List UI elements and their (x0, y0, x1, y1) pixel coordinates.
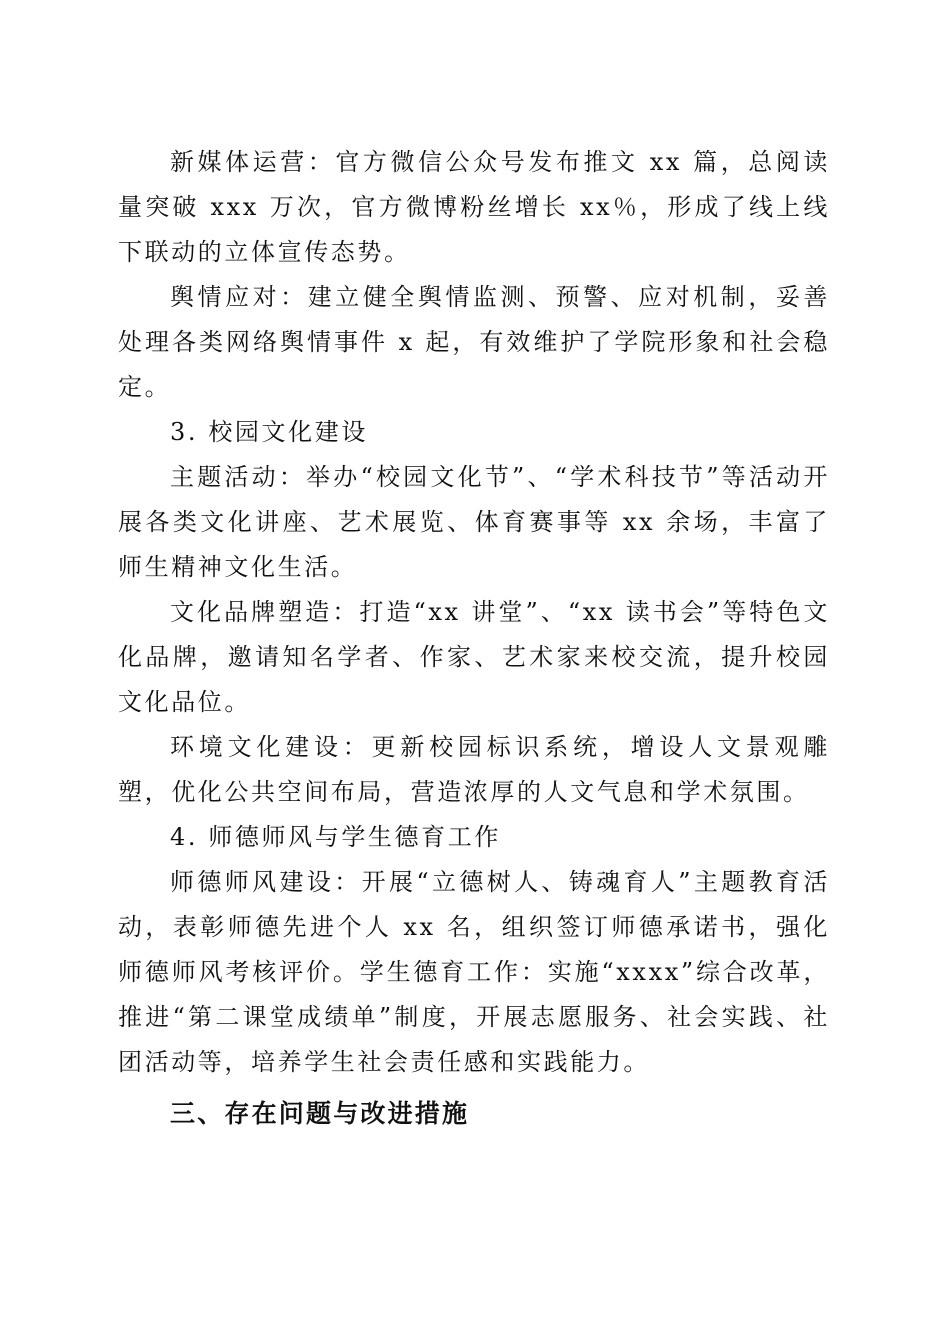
paragraph-teacher-ethics: 师德师风建设：开展“立德树人、铸魂育人”主题教育活动，表彰师德先进个人 xx 名，组织签订师德承诺书，强化师德师风考核评价。学生德育工作：实施“xxxx”综合改革，推进“第二课堂成绩单”制度，开展志愿服务、社会实践、社团活动等，培养学生社会责任感和实践能力。 (118, 868, 830, 1076)
paragraph-theme-activities: 主题活动：举办“校园文化节”、“学术科技节”等活动开展各类文化讲座、艺术展览、体育赛事等 xx 余场，丰富了师生精神文化生活。 (118, 463, 830, 581)
paragraph-public-opinion: 舆情应对：建立健全舆情监测、预警、应对机制，妥善处理各类网络舆情事件 x 起，有效维护了学院形象和社会稳定。 (118, 283, 830, 401)
subheading-teacher-ethics: 4. 师德师风与学生德育工作 (170, 823, 501, 851)
subheading-campus-culture: 3. 校园文化建设 (170, 418, 368, 446)
paragraph-culture-brand: 文化品牌塑造：打造“xx 讲堂”、“xx 读书会”等特色文化品牌，邀请知名学者、作家、艺术家来校交流，提升校园文化品位。 (118, 598, 830, 716)
document-body (118, 140, 830, 1137)
paragraph-new-media: 新媒体运营：官方微信公众号发布推文 xx 篇，总阅读量突破 xxx 万次，官方微博粉丝增长 xx％，形成了线上线下联动的立体宣传态势。 (118, 148, 830, 266)
section-heading-problems: 三、存在问题与改进措施 (170, 1099, 470, 1128)
paragraph-environment-culture: 环境文化建设：更新校园标识系统，增设人文景观雕塑，优化公共空间布局，营造浓厚的人文气息和学术氛围。 (118, 733, 830, 806)
